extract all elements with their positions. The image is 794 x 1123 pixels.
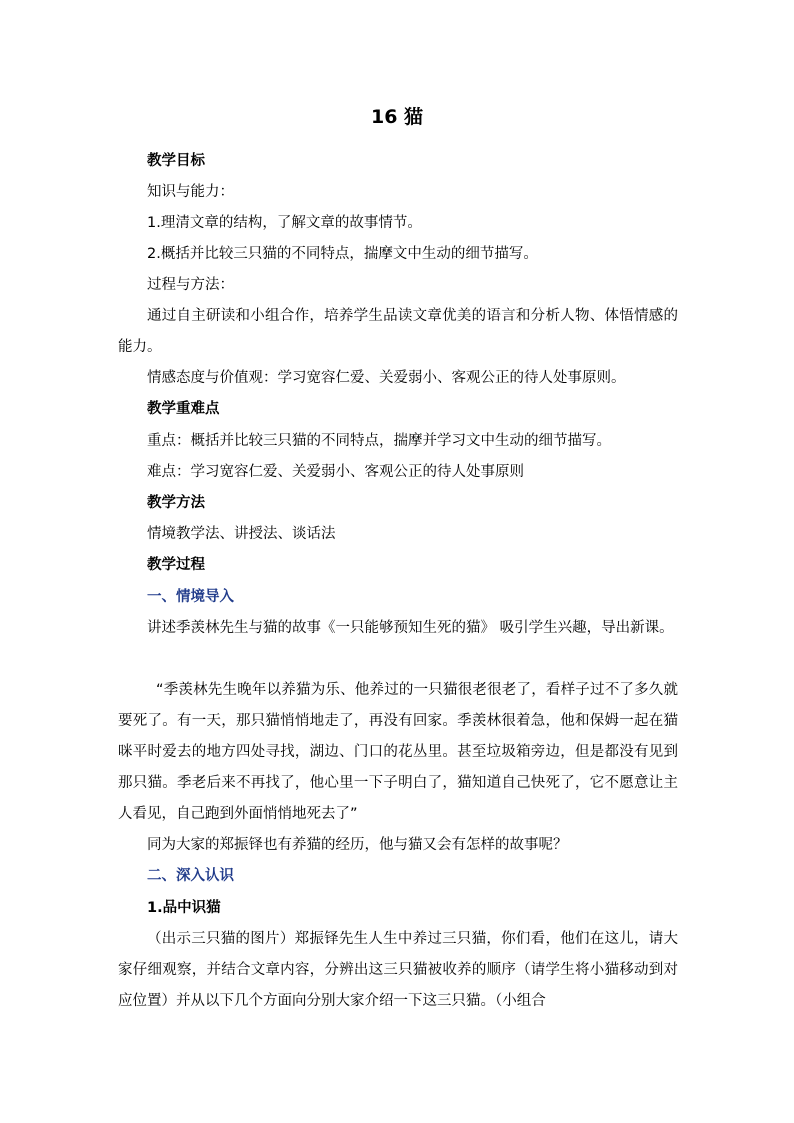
section-heading-deep: 二、深入认识 xyxy=(147,868,234,884)
paragraph: 情感态度与价值观：学习宽容仁爱、关爱弱小、客观公正的待人处事原则。 xyxy=(147,370,626,386)
paragraph: 1.理清文章的结构，了解文章的故事情节。 xyxy=(147,215,422,231)
section-heading-intro: 一、情境导入 xyxy=(147,589,234,605)
paragraph: 知识与能力： xyxy=(147,184,234,200)
paragraph: （出示三只猫的图片）郑振铎先生人生中养过三只猫，你们看，他们在这儿，请大家仔细观察，并结合文章内容，分辨出这三只猫被收养的顺序（请学生将小猫移动到对应位置）并从以下几个方面向分别大家介绍一下这三只猫。（小组合 xyxy=(118,931,678,1009)
heading-teaching-process: 教学过程 xyxy=(147,557,205,573)
document-title: 16 猫 xyxy=(370,106,424,128)
paragraph: 通过自主研读和小组合作，培养学生品读文章优美的语言和分析人物、体悟情感的能力。 xyxy=(118,308,678,355)
paragraph: 情境教学法、讲授法、谈话法 xyxy=(147,526,336,542)
heading-teaching-goals: 教学目标 xyxy=(147,153,205,169)
paragraph: 讲述季羡林先生与猫的故事《一只能够预知生死的猫》 吸引学生兴趣，导出新课。 xyxy=(147,620,674,636)
paragraph: 重点：概括并比较三只猫的不同特点，揣摩并学习文中生动的细节描写。 xyxy=(147,433,611,449)
paragraph: 难点：学习宽容仁爱、关爱弱小、客观公正的待人处事原则 xyxy=(147,464,524,480)
quote-paragraph: “季羡林先生晚年以养猫为乐、他养过的一只猫很老很老了，看样子过不了多久就要死了。有一天，那只猫悄悄地走了，再没有回家。季羡林很着急，他和保姆一起在猫咪平时爱去的地方四处寻找，湖边、门口的花丛里。甚至垃圾箱旁边，但是都没有见到那只猫。季老后来不再找了，他心里一下子明白了，猫知道自己快死了，它不愿意让主人看见，自己跑到外面悄悄地死去了” xyxy=(118,682,678,822)
heading-key-points: 教学重难点 xyxy=(147,401,220,417)
paragraph: 同为大家的郑振铎也有养猫的经历，他与猫又会有怎样的故事呢？ xyxy=(147,837,568,853)
paragraph: 过程与方法： xyxy=(147,277,234,293)
paragraph: 2.概括并比较三只猫的不同特点，揣摩文中生动的细节描写。 xyxy=(147,246,538,262)
heading-teaching-methods: 教学方法 xyxy=(147,495,205,511)
subheading-cat: 1.品中识猫 xyxy=(147,900,221,916)
